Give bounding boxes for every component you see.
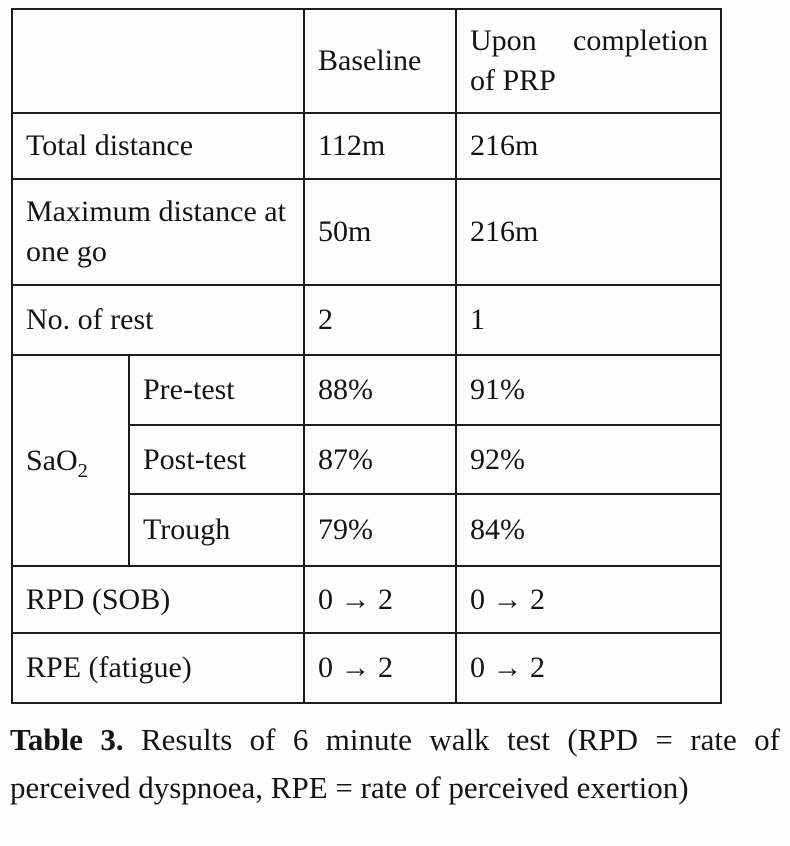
- cell-baseline-value: 87%: [304, 425, 456, 494]
- cell-baseline-value: 112m: [304, 113, 456, 179]
- cell-baseline-value: 50m: [304, 179, 456, 285]
- cell-baseline-value: 0 → 2: [304, 566, 456, 633]
- cell-prp-value: 92%: [456, 425, 721, 494]
- sub-row-label: Trough: [129, 494, 304, 566]
- column-header-prp-line1: Upon completion: [470, 24, 708, 58]
- row-sao2-pre-test: [12, 355, 721, 425]
- caption-line-1: [10, 716, 780, 764]
- row-rpd-sob: [12, 566, 721, 633]
- row-total-distance: [12, 113, 721, 179]
- caption-line-2: perceived dyspnoea, RPE = rate of perceived exertion): [10, 770, 689, 805]
- cell-prp-value: 1: [456, 285, 721, 355]
- cell-prp-value: 0 → 2: [456, 566, 721, 633]
- sao2-label-subscript: 2: [77, 459, 88, 482]
- sub-row-label: Pre-test: [129, 355, 304, 425]
- row-label: No. of rest: [12, 285, 304, 355]
- row-label: Maximum distance at one go: [12, 179, 304, 285]
- cell-prp-value: 84%: [456, 494, 721, 566]
- column-header-prp-line2: of PRP: [470, 64, 556, 97]
- row-label: Total distance: [12, 113, 304, 179]
- header-empty-cell: [12, 9, 304, 113]
- cell-baseline-value: 79%: [304, 494, 456, 566]
- cell-prp-value: 216m: [456, 179, 721, 285]
- cell-prp-value: 91%: [456, 355, 721, 425]
- column-header-prp: [456, 9, 721, 113]
- cell-prp-value: 216m: [456, 113, 721, 179]
- row-label: RPE (fatigue): [12, 633, 304, 703]
- sao2-label-base: SaO: [26, 443, 78, 477]
- row-label: RPD (SOB): [12, 566, 304, 633]
- cell-prp-value: 0 → 2: [456, 633, 721, 703]
- cell-baseline-value: 88%: [304, 355, 456, 425]
- row-rpe-fatigue: [12, 633, 721, 703]
- caption-table-number: Table 3.: [10, 722, 124, 757]
- table-caption: [10, 716, 780, 812]
- row-max-distance: [12, 179, 721, 285]
- caption-line-1-text: Results of 6 minute walk test (RPD = rate of: [141, 722, 780, 757]
- cell-baseline-value: 2: [304, 285, 456, 355]
- results-table: [11, 8, 722, 704]
- header-row: [12, 9, 721, 113]
- cell-baseline-value: 0 → 2: [304, 633, 456, 703]
- column-header-baseline: Baseline: [304, 9, 456, 113]
- sub-row-label: Post-test: [129, 425, 304, 494]
- sao2-group-label: [12, 355, 129, 566]
- paper-page: [10, 8, 782, 812]
- row-no-of-rest: [12, 285, 721, 355]
